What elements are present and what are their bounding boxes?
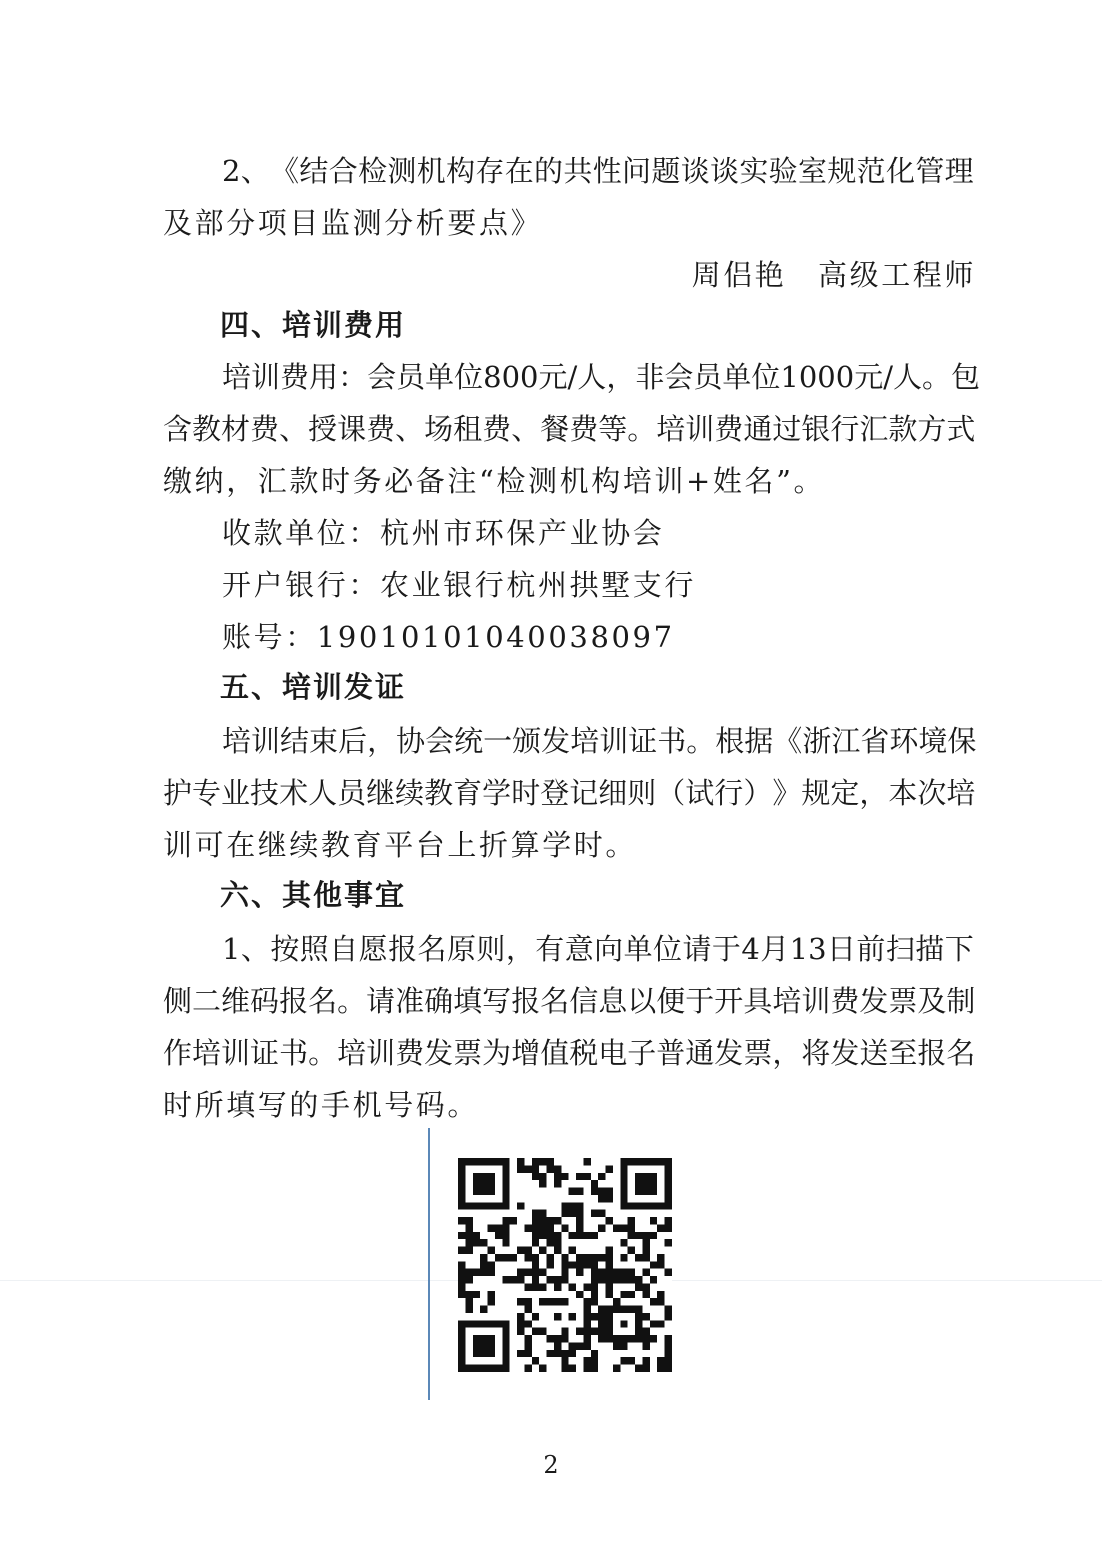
fees-paragraph-line-1: 培 训 费 用 ： 会 员 单 位 800 元 / 人 ， 非 会 员 单 位 1000 元 / 人 。 包	[222, 360, 981, 394]
certificate-paragraph-line-2: 护 专 业 技 术 人 员 继 续 教 育 学 时 登 记 细 则 （ 试 行 ） 》 规 定 ， 本 次 培	[163, 776, 976, 810]
section-heading-certificate: 五、培训发证	[220, 670, 407, 704]
speaker-credit: 周侣艳 高级工程师	[691, 258, 976, 292]
fees-paragraph-line-3: 缴纳，汇款时务必备注“检测机构培训+姓名”。	[163, 464, 826, 498]
list-item-2-line-1: 2 、 《 结 合 检 测 机 构 存 在 的 共 性 问 题 谈 谈 实 验 室 规 范 化 管 理	[222, 154, 974, 188]
fees-paragraph-line-2: 含 教 材 费 、 授 课 费 、 场 租 费 、 餐 费 等 。 培 训 费 通 过 银 行 汇 款 方 式	[163, 412, 976, 446]
bank-line: 开户银行：农业银行杭州拱墅支行	[222, 568, 697, 602]
list-item-2-line-2: 及部分项目监测分析要点》	[163, 206, 543, 240]
other-paragraph-line-1: 1 、 按 照 自 愿 报 名 原 则 ， 有 意 向 单 位 请 于 4 月 13 日 前 扫 描 下	[222, 932, 974, 966]
certificate-paragraph-line-3: 训可在继续教育平台上折算学时。	[163, 828, 638, 862]
certificate-paragraph-line-1: 培 训 结 束 后 ， 协 会 统 一 颁 发 培 训 证 书 。 根 据 《 浙 江 省 环 境 保	[222, 724, 977, 758]
account-line: 账号：19010101040038097	[222, 620, 675, 654]
section-heading-other: 六、其他事宜	[220, 878, 407, 912]
other-paragraph-line-4: 时所填写的手机号码。	[163, 1088, 480, 1122]
other-paragraph-line-2: 侧 二 维 码 报 名 。 请 准 确 填 写 报 名 信 息 以 便 于 开 具 培 训 费 发 票 及 制	[163, 984, 976, 1018]
other-paragraph-line-3: 作 培 训 证 书 。 培 训 费 发 票 为 增 值 税 电 子 普 通 发 票 ， 将 发 送 至 报 名	[163, 1036, 976, 1070]
payee-line: 收款单位：杭州市环保产业协会	[222, 516, 665, 550]
page-number: 2	[543, 1451, 559, 1479]
section-heading-fees: 四、培训费用	[220, 308, 407, 342]
registration-qr-code[interactable]	[458, 1158, 672, 1372]
